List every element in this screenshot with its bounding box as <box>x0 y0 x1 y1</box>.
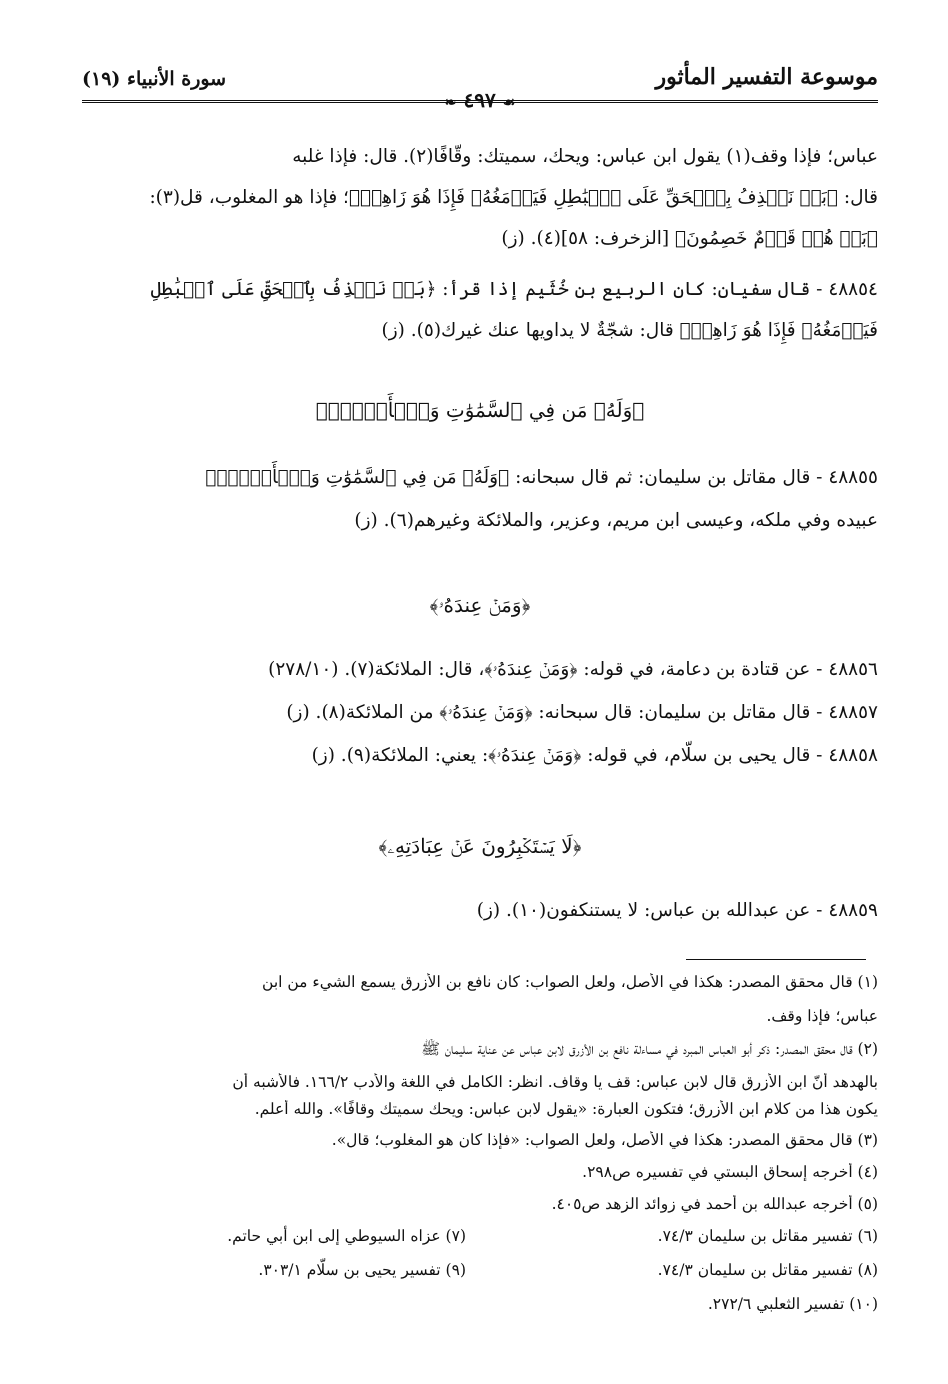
narration-48854: ٤٨٨٥٤ - قال سفيان: كان الربيع بن خُثَيم إذا قرأ: ﴿بَلۡ نَقۡذِفُ بِٱلۡحَقِّ عَلَى ٱلۡبَٰطِلِ <box>150 279 878 300</box>
narration-48859: ٤٨٨٥٩ - عن عبدالله بن عباس: لا يستنكفون(١٠). (ز) <box>476 900 878 921</box>
footnote-line: يكون هذا من كلام ابن الأزرق؛ فتكون العبارة: «يقول لابن عباس: ويحك سميتك وقافًا». والله أعلم. <box>254 1100 878 1118</box>
page-number: ٤٩٧ <box>463 88 496 112</box>
body-line: فَيَدۡمَغُهُۥ فَإِذَا هُوَ زَاهِقٞ﴾ قال: شجّةٌ لا يداويها عنك غيرك(٥). (ز) <box>381 320 878 341</box>
body-line: قال: ﴿بَلۡ نَقۡذِفُ بِٱلۡحَقِّ عَلَى ٱلۡبَٰطِلِ فَيَدۡمَغُهُۥ فَإِذَا هُوَ زَاهِقٞ﴾؛ فإذا هو المغلوب، قل(٣): <box>149 187 878 208</box>
footnote-7: (٧) عزاه السيوطي إلى ابن أبي حاتم. <box>227 1227 466 1245</box>
verse-heading: ﴿لَا يَسۡتَكۡبِرُونَ عَنۡ عِبَادَتِهِۦ﴾ <box>378 834 582 858</box>
verse-heading: ﴿وَمَنۡ عِندَهُۥ﴾ <box>429 593 531 617</box>
ornament-icon: ☙ <box>502 95 516 111</box>
footnote-line: (٣) قال محقق المصدر: هكذا في الأصل، ولعل الصواب: «فإذا كان هو المغلوب؛ قال». <box>331 1131 878 1149</box>
footnote-line: (٥) أخرجه عبدالله بن أحمد في زوائد الزهد ص٤٠٥. <box>551 1195 878 1213</box>
surah-title: سورة الأنبياء (١٩) <box>82 68 227 90</box>
header-rule <box>82 100 878 103</box>
footnote-9: (٩) تفسير يحيى بن سلّام ٣٠٣/١. <box>258 1261 466 1279</box>
verse-heading: ﴿وَلَهُۥ مَن فِي ٱلسَّمَٰوَٰتِ وَٱلۡأَرۡضِۚ﴾ <box>315 398 645 422</box>
body-line: عبيده وفي ملكه، وعيسى ابن مريم، وعزير، والملائكة وغيرهم(٦). (ز) <box>354 510 878 531</box>
narration-48855: ٤٨٨٥٥ - قال مقاتل بن سليمان: ثم قال سبحانه: ﴿وَلَهُۥ مَن فِي ٱلسَّمَٰوَٰتِ وَٱلۡأَرۡضِۚ﴾ <box>205 467 878 488</box>
ornament-icon: ❧ <box>444 95 457 111</box>
body-line: عباس؛ فإذا وقف(١) يقول ابن عباس: ويحك، سميتك: وقّافًا(٢). قال: فإذا غلبه <box>292 146 878 167</box>
footnote-line: (٢) قال محقق المصدر: ذكر أبو العباس المبرد في مساءلة نافع بن الأزرق لابن عباس عن عناية سليمان ﷺ <box>421 1040 878 1058</box>
book-title: موسوعة التفسير المأثور <box>655 64 878 90</box>
narration-48856: ٤٨٨٥٦ - عن قتادة بن دعامة، في قوله: ﴿وَمَنۡ عِندَهُۥ﴾، قال: الملائكة(٧). (٢٧٨/١٠) <box>268 659 878 680</box>
footnote-8: (٨) تفسير مقاتل بن سليمان ٧٤/٣. <box>657 1261 878 1279</box>
footnote-6: (٦) تفسير مقاتل بن سليمان ٧٤/٣. <box>657 1227 878 1245</box>
footnote-line: بالهدهد أنّ ابن الأزرق قال لابن عباس: قف يا وقاف. انظر: الكامل في اللغة والأدب ١٦٦/٢. فالأشبه أن <box>232 1073 878 1091</box>
footnote-rule <box>686 959 866 960</box>
running-header <box>82 62 878 112</box>
narration-48857: ٤٨٨٥٧ - قال مقاتل بن سليمان: قال سبحانه: ﴿وَمَنۡ عِندَهُۥ﴾ من الملائكة(٨). (ز) <box>286 702 878 723</box>
footnote-line: عباس؛ فإذا وقف. <box>766 1007 878 1025</box>
narration-48858: ٤٨٨٥٨ - قال يحيى بن سلّام، في قوله: ﴿وَمَنۡ عِندَهُۥ﴾: يعني: الملائكة(٩). (ز) <box>311 745 878 766</box>
footnote-10: (١٠) تفسير الثعلبي ٢٧٢/٦. <box>707 1295 878 1313</box>
footnote-line: (١) قال محقق المصدر: هكذا في الأصل، ولعل الصواب: كان نافع بن الأزرق يسمع الشيء من ابن <box>262 973 878 991</box>
body-line: ﴿بَلۡ هُمۡ قَوۡمٌ خَصِمُونَ﴾ [الزخرف: ٥٨](٤). (ز) <box>501 228 878 249</box>
footnote-line: (٤) أخرجه إسحاق البستي في تفسيره ص٢٩٨. <box>582 1163 878 1181</box>
